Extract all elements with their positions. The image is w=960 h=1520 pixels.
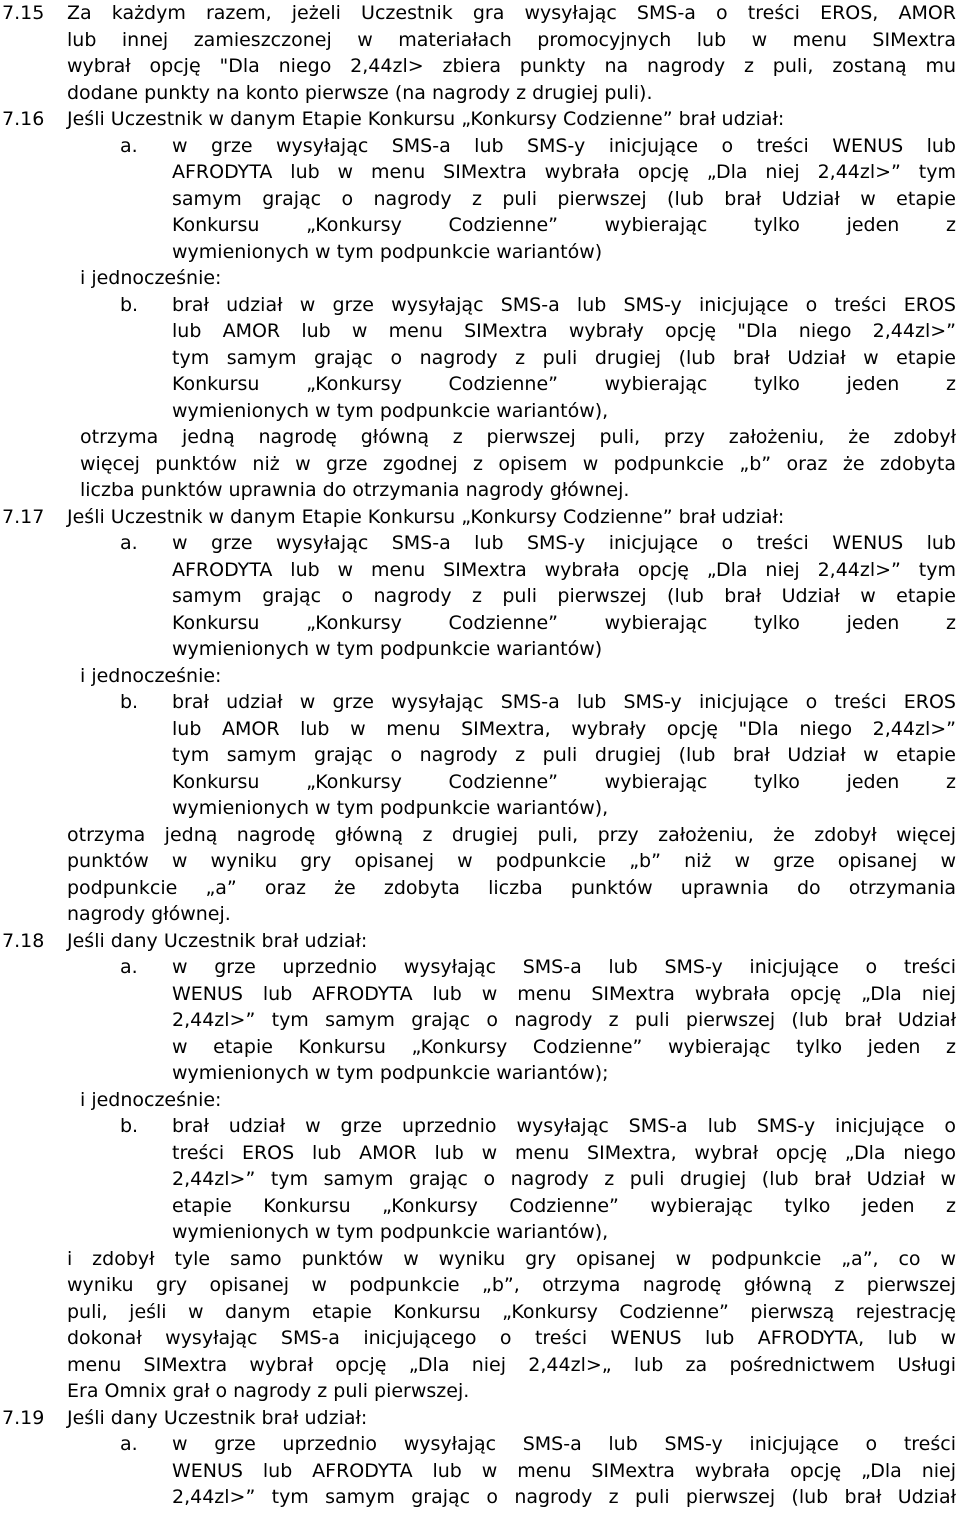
text-line bbox=[0, 1166, 960, 1193]
line-text: Jeśli Uczestnik w danym Etapie Konkursu „Konkursy Codzienne” brał udział: bbox=[67, 108, 785, 130]
section-number: 7.15 bbox=[2, 2, 45, 24]
text-line bbox=[0, 504, 960, 531]
text-line bbox=[0, 583, 960, 610]
line-text: Konkursu „Konkursy Codzienne” wybierając tylko jeden z bbox=[172, 611, 956, 634]
text-line bbox=[0, 1060, 960, 1087]
section-number: 7.19 bbox=[2, 1406, 45, 1429]
text-line bbox=[0, 1378, 960, 1405]
line-text: wymienionych w tym podpunkcie wariantów); bbox=[172, 1062, 609, 1084]
line-text: punktów w wyniku gry opisanej w podpunkcie „b” niż w grze opisanej w bbox=[67, 850, 956, 872]
text-line bbox=[0, 663, 960, 690]
line-text: Jeśli Uczestnik w danym Etapie Konkursu „Konkursy Codzienne” brał udział: bbox=[67, 505, 785, 528]
line-text: WENUS lub AFRODYTA lub w menu SIMextra wybrała opcję „Dla niej bbox=[172, 1459, 956, 1482]
text-line bbox=[0, 133, 960, 160]
text-line bbox=[0, 901, 960, 928]
text-line bbox=[0, 1299, 960, 1326]
text-line bbox=[0, 769, 960, 796]
line-text: Jeśli dany Uczestnik brał udział: bbox=[67, 929, 368, 952]
line-text: w grze uprzednio wysyłając SMS-a lub SMS-y inicjujące o treści bbox=[172, 956, 956, 978]
text-line bbox=[0, 610, 960, 637]
line-text: brał udział w grze wysyłając SMS-a lub SMS-y inicjujące o treści EROS bbox=[172, 293, 956, 316]
text-line bbox=[0, 265, 960, 292]
line-text: otrzyma jedną nagrodę główną z pierwszej puli, przy założeniu, że zdobył bbox=[80, 426, 956, 448]
subpoint-label: b. bbox=[120, 293, 139, 316]
text-line bbox=[0, 1219, 960, 1246]
text-line bbox=[0, 1272, 960, 1299]
subpoint-label: b. bbox=[120, 691, 139, 713]
line-text: dodane punkty na konto pierwsze (na nagrody z drugiej puli). bbox=[67, 81, 653, 104]
text-line bbox=[0, 954, 960, 981]
line-text: tym samym grając o nagrody z puli drugiej (lub brał Udział w etapie bbox=[172, 346, 956, 369]
line-text: lub innej zamieszczonej w materiałach promocyjnych lub w menu SIMextra bbox=[67, 28, 956, 51]
line-text: etapie Konkursu „Konkursy Codzienne” wybierając tylko jeden z bbox=[172, 1194, 956, 1217]
text-line bbox=[0, 451, 960, 478]
text-line bbox=[0, 636, 960, 663]
line-text: WENUS lub AFRODYTA lub w menu SIMextra wybrała opcję „Dla niej bbox=[172, 982, 956, 1005]
line-text: wymienionych w tym podpunkcie wariantów), bbox=[172, 399, 609, 422]
text-line bbox=[0, 0, 960, 27]
line-text: lub AMOR lub w menu SIMextra wybrały opcję "Dla niego 2,44zl>” bbox=[172, 320, 956, 342]
line-text: tym samym grając o nagrody z puli drugiej (lub brał Udział w etapie bbox=[172, 744, 956, 766]
line-text: 2,44zl>” tym samym grając o nagrody z puli drugiej (lub brał Udział w bbox=[172, 1168, 956, 1190]
text-line bbox=[0, 239, 960, 266]
text-line bbox=[0, 53, 960, 80]
line-text: w etapie Konkursu „Konkursy Codzienne” wybierając tylko jeden z bbox=[172, 1035, 956, 1058]
text-line bbox=[0, 795, 960, 822]
text-line bbox=[0, 742, 960, 769]
line-text: 2,44zl>” tym samym grając o nagrody z puli pierwszej (lub brał Udział bbox=[172, 1009, 956, 1031]
text-line bbox=[0, 106, 960, 133]
text-line bbox=[0, 530, 960, 557]
text-line bbox=[0, 345, 960, 372]
line-text: więcej punktów niż w grze zgodnej z opisem w podpunkcie „b” oraz że zdobyta bbox=[80, 452, 956, 475]
line-text: i jednocześnie: bbox=[80, 267, 222, 289]
line-text: i jednocześnie: bbox=[80, 664, 222, 687]
line-text: treści EROS lub AMOR lub w menu SIMextra, wybrał opcję „Dla niego bbox=[172, 1141, 956, 1164]
text-line bbox=[0, 981, 960, 1008]
text-line bbox=[0, 477, 960, 504]
text-line bbox=[0, 1140, 960, 1167]
line-text: wymienionych w tym podpunkcie wariantów), bbox=[172, 797, 609, 819]
line-text: samym grając o nagrody z puli pierwszej (lub brał Udział w etapie bbox=[172, 585, 956, 607]
text-line bbox=[0, 1352, 960, 1379]
subpoint-label: a. bbox=[120, 134, 138, 157]
text-line bbox=[0, 1484, 960, 1511]
text-line bbox=[0, 1113, 960, 1140]
text-line bbox=[0, 212, 960, 239]
line-text: AFRODYTA lub w menu SIMextra wybrała opcję „Dla niej 2,44zl>” tym bbox=[172, 558, 956, 581]
line-text: podpunkcie „a” oraz że zdobyta liczba punktów uprawnia do otrzymania bbox=[67, 876, 956, 899]
text-line bbox=[0, 928, 960, 955]
text-line bbox=[0, 1193, 960, 1220]
line-text: lub AMOR lub w menu SIMextra, wybrały opcję "Dla niego 2,44zl>” bbox=[172, 717, 956, 740]
section-number: 7.17 bbox=[2, 505, 45, 528]
line-text: wymienionych w tym podpunkcie wariantów) bbox=[172, 638, 603, 660]
subpoint-label: a. bbox=[120, 956, 138, 978]
text-line bbox=[0, 371, 960, 398]
text-line bbox=[0, 1007, 960, 1034]
text-line bbox=[0, 398, 960, 425]
text-line bbox=[0, 318, 960, 345]
line-text: wybrał opcję "Dla niego 2,44zl> zbiera punkty na nagrody z puli, zostaną mu bbox=[67, 55, 956, 77]
line-text: samym grając o nagrody z puli pierwszej (lub brał Udział w etapie bbox=[172, 187, 956, 210]
text-line bbox=[0, 292, 960, 319]
line-text: AFRODYTA lub w menu SIMextra wybrała opcję „Dla niej 2,44zl>” tym bbox=[172, 161, 956, 183]
text-line bbox=[0, 689, 960, 716]
text-line bbox=[0, 848, 960, 875]
line-text: liczba punktów uprawnia do otrzymania nagrody głównej. bbox=[80, 479, 630, 501]
text-line bbox=[0, 1458, 960, 1485]
text-line bbox=[0, 1034, 960, 1061]
line-text: Konkursu „Konkursy Codzienne” wybierając tylko jeden z bbox=[172, 770, 956, 793]
section-number: 7.18 bbox=[2, 929, 45, 952]
text-line bbox=[0, 1405, 960, 1432]
line-text: wymienionych w tym podpunkcie wariantów), bbox=[172, 1221, 609, 1243]
line-text: Jeśli dany Uczestnik brał udział: bbox=[67, 1406, 368, 1429]
line-text: dokonał wysyłając SMS-a inicjującego o treści WENUS lub AFRODYTA, lub w bbox=[67, 1327, 956, 1349]
subpoint-label: a. bbox=[120, 1433, 138, 1455]
text-line bbox=[0, 557, 960, 584]
line-text: brał udział w grze wysyłając SMS-a lub SMS-y inicjujące o treści EROS bbox=[172, 691, 956, 713]
section-number: 7.16 bbox=[2, 108, 45, 130]
text-line bbox=[0, 875, 960, 902]
line-text: Za każdym razem, jeżeli Uczestnik gra wysyłając SMS-a o treści EROS, AMOR bbox=[67, 2, 956, 24]
line-text: 2,44zl>” tym samym grając o nagrody z puli pierwszej (lub brał Udział bbox=[172, 1486, 956, 1508]
text-line bbox=[0, 186, 960, 213]
text-line bbox=[0, 159, 960, 186]
text-line bbox=[0, 1246, 960, 1273]
text-line bbox=[0, 27, 960, 54]
text-line bbox=[0, 1325, 960, 1352]
line-text: w grze wysyłając SMS-a lub SMS-y inicjujące o treści WENUS lub bbox=[172, 134, 956, 157]
text-line bbox=[0, 80, 960, 107]
line-text: wymienionych w tym podpunkcie wariantów) bbox=[172, 240, 603, 263]
subpoint-label: a. bbox=[120, 532, 138, 554]
line-text: w grze wysyłając SMS-a lub SMS-y inicjujące o treści WENUS lub bbox=[172, 532, 956, 554]
line-text: Konkursu „Konkursy Codzienne” wybierając tylko jeden z bbox=[172, 373, 956, 395]
line-text: menu SIMextra wybrał opcję „Dla niej 2,44zl>„ lub za pośrednictwem Usługi bbox=[67, 1353, 956, 1376]
text-line bbox=[0, 1431, 960, 1458]
line-text: i zdobył tyle samo punktów w wyniku gry opisanej w podpunkcie „a”, co w bbox=[67, 1247, 956, 1270]
line-text: brał udział w grze uprzednio wysyłając SMS-a lub SMS-y inicjujące o bbox=[172, 1115, 956, 1137]
line-text: otrzyma jedną nagrodę główną z drugiej puli, przy założeniu, że zdobył więcej bbox=[67, 823, 956, 846]
line-text: i jednocześnie: bbox=[80, 1088, 222, 1111]
subpoint-label: b. bbox=[120, 1115, 139, 1137]
text-line bbox=[0, 716, 960, 743]
line-text: w grze uprzednio wysyłając SMS-a lub SMS-y inicjujące o treści bbox=[172, 1433, 956, 1455]
line-text: puli, jeśli w danym etapie Konkursu „Konkursy Codzienne” pierwszą rejestrację bbox=[67, 1300, 956, 1323]
line-text: Konkursu „Konkursy Codzienne” wybierając tylko jeden z bbox=[172, 214, 956, 236]
text-line bbox=[0, 1087, 960, 1114]
text-line bbox=[0, 424, 960, 451]
line-text: Era Omnix grał o nagrody z puli pierwszej. bbox=[67, 1380, 470, 1402]
line-text: nagrody głównej. bbox=[67, 903, 231, 925]
line-text: wyniku gry opisanej w podpunkcie „b”, otrzyma nagrodę główną z pierwszej bbox=[67, 1274, 956, 1296]
text-line bbox=[0, 822, 960, 849]
